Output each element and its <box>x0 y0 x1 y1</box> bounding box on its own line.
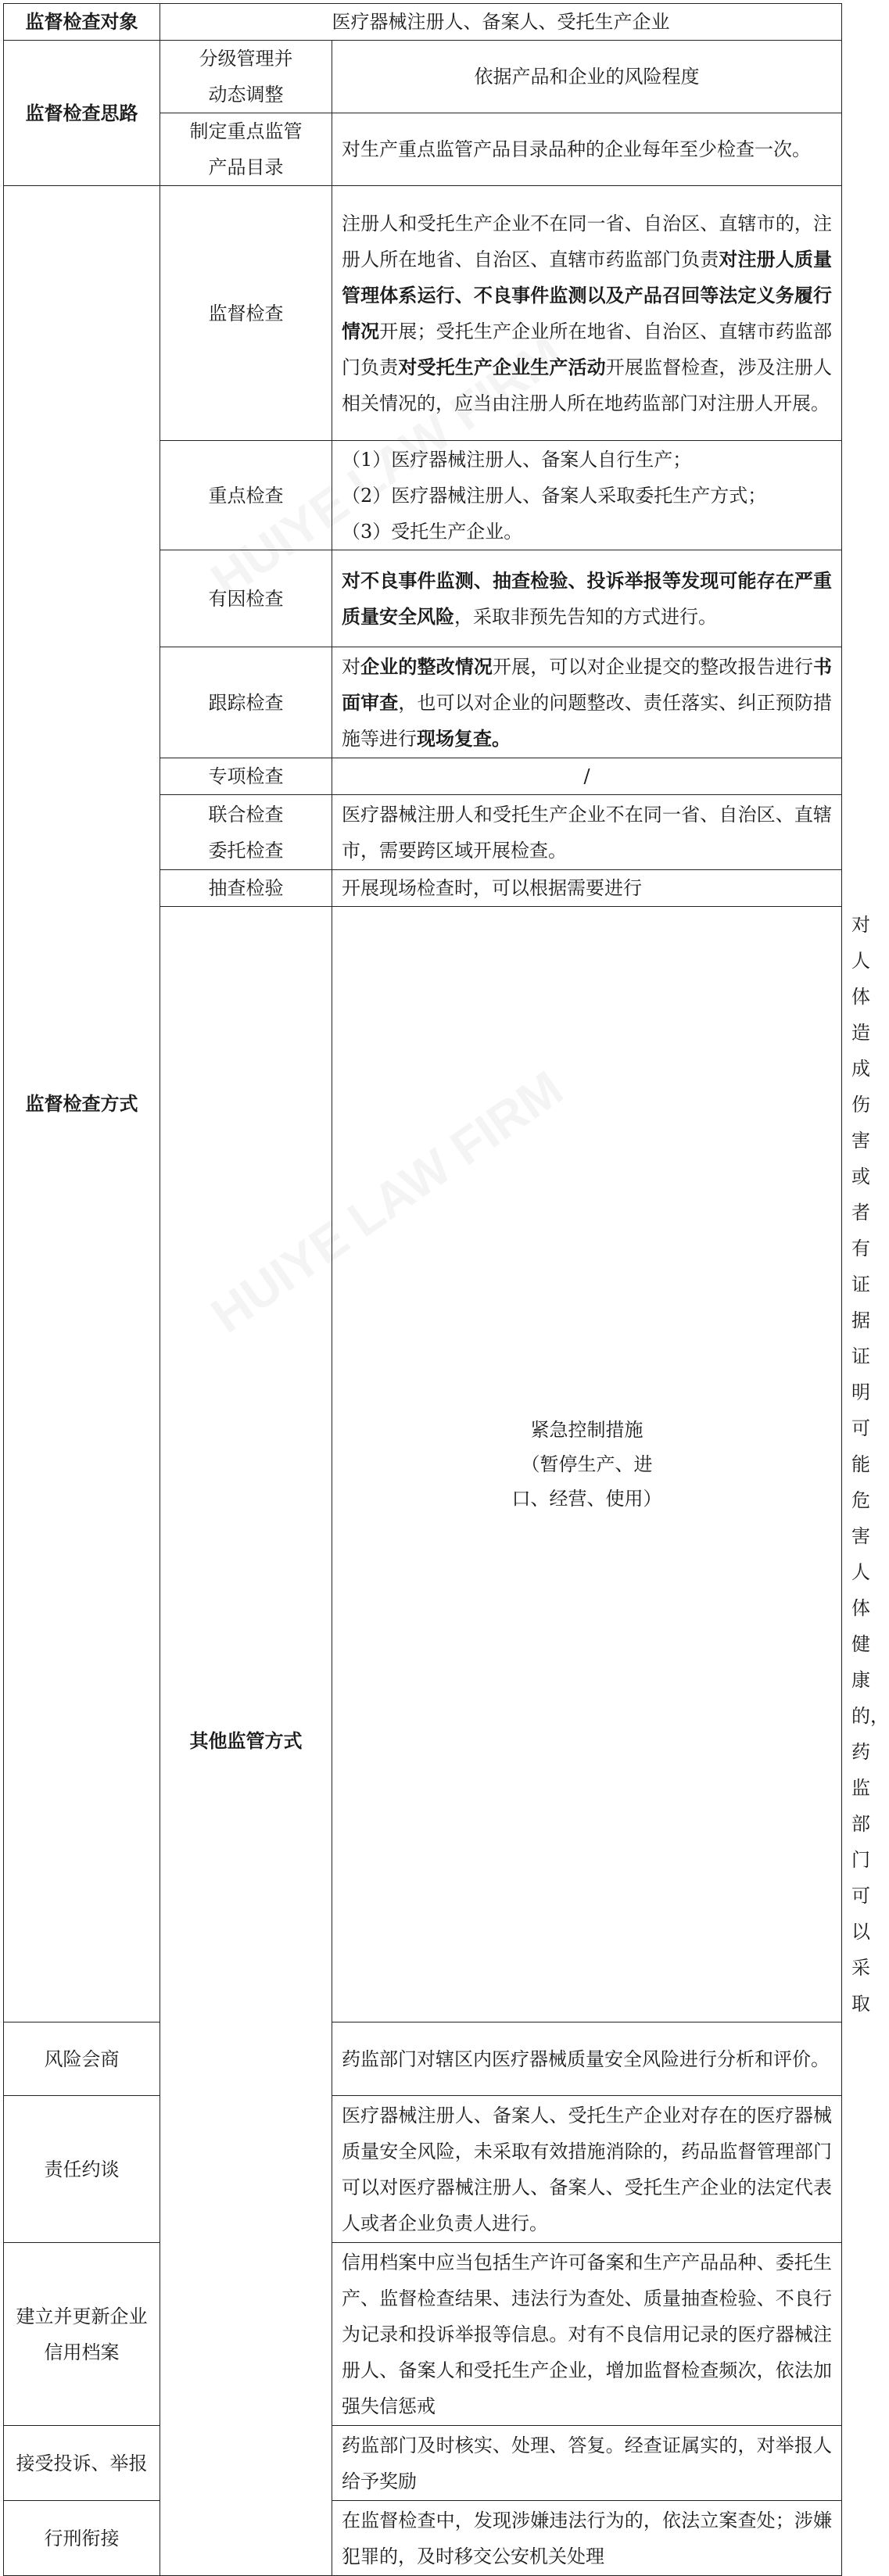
approach-item-name: 分级管理并 动态调整 <box>160 41 332 113</box>
table-row <box>4 186 842 441</box>
method-name: 专项检查 <box>160 758 332 795</box>
other-item-name: 建立并更新企业 信用档案 <box>4 2243 160 2426</box>
table-row <box>4 41 842 113</box>
regulation-table <box>3 3 889 2576</box>
other-item-desc: 医疗器械注册人、备案人、受托生产企业对存在的医疗器械质量安全风险，未采取有效措施消除的，药品监督管理部门可以对医疗器械注册人、备案人、受托生产企业的法定代表人或者企业负责人进行。 <box>332 2096 842 2243</box>
method-desc: （1）医疗器械注册人、备案人自行生产； （2）医疗器械注册人、备案人采取委托生产方式； （3）受托生产企业。 <box>332 441 842 550</box>
row-label-other: 其他监管方式 <box>160 907 332 2576</box>
method-desc: 医疗器械注册人和受托生产企业不在同一省、自治区、直辖市，需要跨区域开展检查。 <box>332 795 842 870</box>
method-desc: 注册人和受托生产企业不在同一省、自治区、直辖市的，注册人所在地省、自治区、直辖市药监部门负责对注册人质量管理体系运行、不良事件监测以及产品召回等法定义务履行情况开展；受托生产企业所在地省、自治区、直辖市药监部门负责对受托生产企业生产活动开展监督检查，涉及注册人相关情况的，应当由注册人所在地药监部门对注册人开展。 <box>332 186 842 441</box>
table-row <box>4 2501 842 2576</box>
other-item-desc: 在监督检查中，发现涉嫌违法行为的，依法立案查处；涉嫌犯罪的，及时移交公安机关处理 <box>332 2501 842 2576</box>
method-desc: / <box>332 758 842 795</box>
other-item-name: 行刑衔接 <box>4 2501 160 2576</box>
method-name: 重点检查 <box>160 441 332 550</box>
table-row <box>4 2096 842 2243</box>
other-item-name: 风险会商 <box>4 2022 160 2096</box>
method-desc: 对企业的整改情况开展，可以对企业提交的整改报告进行书面审查，也可以对企业的问题整改、责任落实、纠正预防措施等进行现场复查。 <box>332 647 842 758</box>
method-name: 跟踪检查 <box>160 647 332 758</box>
approach-item-desc: 依据产品和企业的风险程度 <box>332 41 842 113</box>
method-name: 联合检查 委托检查 <box>160 795 332 870</box>
other-item-desc: 药监部门及时核实、处理、答复。经查证属实的，对举报人给予奖励 <box>332 2426 842 2501</box>
other-item-name: 责任约谈 <box>4 2096 160 2243</box>
method-name: 抽查检验 <box>160 870 332 907</box>
row-label-target: 监督检查对象 <box>4 4 160 41</box>
row-label-approach: 监督检查思路 <box>4 41 160 186</box>
target-value: 医疗器械注册人、备案人、受托生产企业 <box>160 4 842 41</box>
table-row <box>4 2022 842 2096</box>
method-name: 监督检查 <box>160 186 332 441</box>
other-item-desc: 信用档案中应当包括生产许可备案和生产产品品种、委托生产、监督检查结果、违法行为查处、质量抽查检验、不良行为记录和投诉举报等信息。对有不良信用记录的医疗器械注册人、备案人和受托生产企业，增加监督检查频次，依法加强失信惩戒 <box>332 2243 842 2426</box>
method-name: 有因检查 <box>160 550 332 647</box>
other-item-name: 紧急控制措施 （暂停生产、进 口、经营、使用） <box>332 907 842 2022</box>
approach-item-name: 制定重点监管 产品目录 <box>160 113 332 186</box>
table-row: 其他监管方式 紧急控制措施 （暂停生产、进 口、经营、使用） 对人体造成伤害或者有证据证明可能危害人体健康的，药监部门可以采取 <box>4 907 842 2022</box>
method-desc: 开展现场检查时，可以根据需要进行 <box>332 870 842 907</box>
other-item-desc: 药监部门对辖区内医疗器械质量安全风险进行分析和评价。 <box>332 2022 842 2096</box>
row-label-methods: 监督检查方式 <box>4 186 160 2022</box>
table-row <box>4 2426 842 2501</box>
table-row <box>4 4 842 41</box>
table-row <box>4 2243 842 2426</box>
approach-item-desc: 对生产重点监管产品目录品种的企业每年至少检查一次。 <box>332 113 842 186</box>
method-desc: 对不良事件监测、抽查检验、投诉举报等发现可能存在严重质量安全风险，采取非预先告知的方式进行。 <box>332 550 842 647</box>
other-item-name: 接受投诉、举报 <box>4 2426 160 2501</box>
